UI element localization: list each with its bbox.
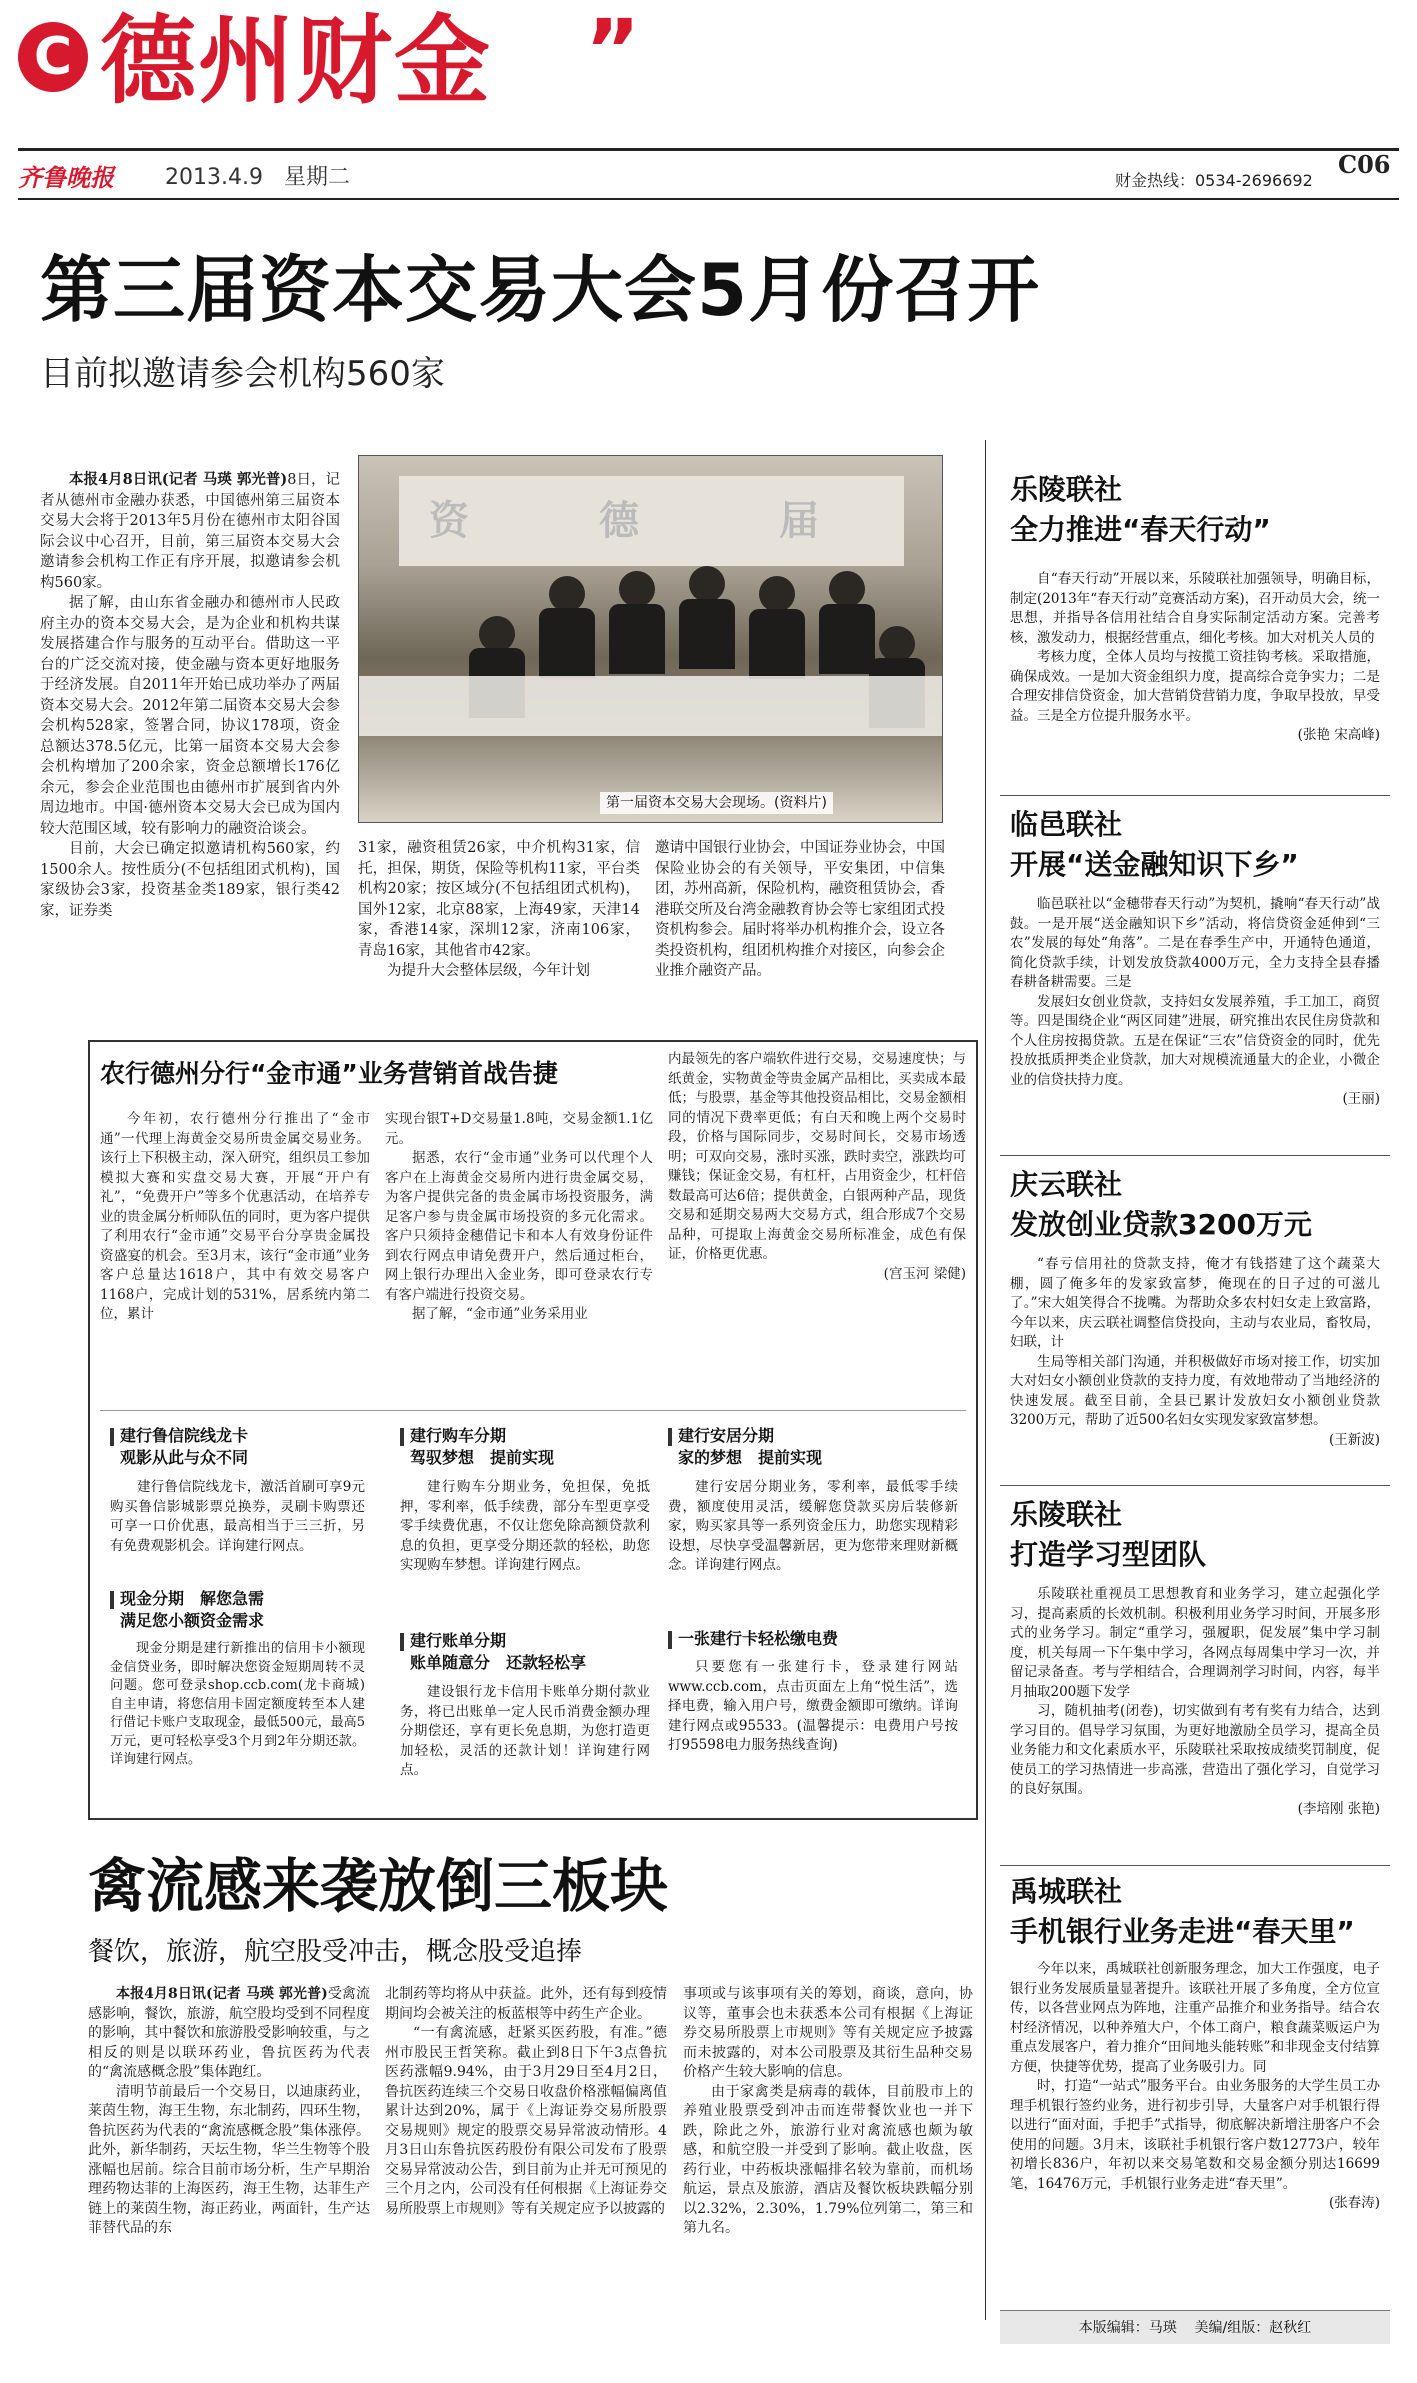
lead-para-2: 据了解，由山东省金融办和德州市人民政府主办的资本交易大会，是为企业和机构共谋发展搭建合作与服务的互动平台。借助这一平台的广泛交流对接，使金融与资本更好地服务于经济发展。自2011年开始已成功举办了两届资本交易大会。2012年第二届资本交易大会参会机构528家，签署合同，协议178项，资金总额达378.5亿元，比第一届资本交易大会参会机构增加了200余家，资金总额增长176亿余元，参会企业范围也由德州市扩展到省内外周边地市。中国·德州资本交易大会已成为国内较大范围区域，较有影响力的融资洽谈会。 (40, 595, 340, 837)
side-3-text: “春亏信用社的贷款支持，俺才有钱搭建了这个蔬菜大棚，圆了俺多年的发家致富梦，俺现在的日子过的可滋儿了。”宋大姐笑得合不拢嘴。为帮助众多农村妇女走上致富路，今年以来，庆云联社调整信贷投向，主动与农业局，畜牧局，妇联，计 生局等相关部门沟通，并积极做好市场对接工作，切实加大对妇女小额创业贷款的支持力度，有效地带动了当地经济的快速发展。截至目前，全县已累计发放妇女小额创业贷款3200万元，帮助了近500名妇女实现发家致富梦想。 (王新波) (1010, 1256, 1380, 1448)
section-title: 德州财金 (100, 5, 492, 117)
lead-para-6: 邀请中国银行业协会，中国证券业协会，中国保险业协会的有关领导，平安集团，中信集团，苏州高新，保险机构，融资租赁协会，香港联交所及台湾金融教育协会等七家组团式投资机构参会。届时将举办机构推介会，设立各类投资机构，组团机构推介对接区，向参会企业推介融资产品。 (655, 840, 945, 979)
side-3-head: 庆云联社 发放创业贷款3200万元 (1010, 1168, 1312, 1241)
box-para-4: 据了解，“金市通”业务采用业 (412, 1306, 588, 1322)
item-5-text: 建设银行龙卡信用卡账单分期付款业务，将已出账单一定人民币消费金额办理分期偿还，享有更长免息期，为您打造更加轻松，灵活的还款计划！详询建行网点。 (400, 1684, 650, 1778)
masthead-divider (18, 148, 1399, 151)
item-1-text: 建行鲁信院线龙卡，激活首刷可享9元购买鲁信影城影票兑换券，灵刷卡购票还可享一口价优惠，最高相当于三三折，另有免费观影机会。详询建行网点。 (110, 1479, 365, 1554)
item-1-head: 建行鲁信院线龙卡 观影从此与众不同 (110, 1425, 248, 1469)
box-headline: 农行德州分行“金市通”业务营销首战告捷 (100, 1059, 558, 1088)
box-divider (100, 1410, 966, 1411)
item-3-text: 建行安居分期业务，零利率，最低零手续费，额度使用灵活，缓解您贷款买房后装修新家，购买家具等一系列资金压力，助您实现精彩设想，尽快享受温馨新居，更为您带来理财新概念。详询建行网点。 (668, 1479, 958, 1573)
box-column-3 (668, 1050, 966, 1284)
second-column-3: 事项或与该事项有关的筹划，商谈，意向，协议等，董事会也未获悉本公司有根据《上海证券交易所股票上市规则》等有关规定应予披露而未披露的，对本公司股票及其衍生品种交易价格产生较大影响的信息。 由于家禽类是病毒的载体，目前股市上的养殖业股票受到冲击而连带餐饮业也一并下跌，除此之外，旅游行业对禽流感也颇为敏感，和航空股一并受到了影响。截止收盘，医药行业，中药板块涨幅排名较为靠前，而机场航运，景点及旅游，酒店及餐饮板块跌幅分别以2.32%，2.30%，1.79%位列第二，第三和第九名。 (683, 1986, 973, 2236)
lead-headline: 第三届资本交易大会5月份召开 (40, 248, 1041, 332)
second-column-2: 北制药等均将从中获益。此外，还有每到疫情期间均会被关注的板蓝根等中药生产企业。 “一有禽流感，赶紧买医药股，有准。”德州市股民王哲笑称。截止到8日下午3点鲁抗医药涨幅9.94%，由于3月29日至4月2日，鲁抗医药连续三个交易日收盘价格涨幅偏离值累计达到20%，属于《上海证券交易所股票交易规则》规定的股票交易异常波动情形。4月3日山东鲁抗医药股份有限公司发布了股票交易异常波动公告，到目前为止并无可预见的三个月之内，公司没有任何根据《上海证券交易所股票上市规则》等有关规定应予以披露的 (385, 1986, 667, 2217)
side-2-text: 临邑联社以“金穗带春天行动”为契机，撬响“春天行动”战鼓。一是开展“送金融知识下乡”活动，将信贷资金延伸到“三农”发展的每处“角落”。二是在春季生产中，开通特色通道，简化贷款手续，计划发放贷款4000万元，全力支持全县春播春耕备耕需要。三是 发展妇女创业贷款，支持妇女发展养殖，手工加工，商贸等。四是围绕企业“两区同建”进展，研究推出农民住房贷款和个人住房按揭贷款。五是在保证“三农”信贷资金的同时，优先投放抵质押类企业贷款，加大对规模流通量大的企业，小微企业的信贷扶持力度。 (王丽) (1010, 896, 1380, 1107)
photo-table (359, 676, 943, 736)
weekday-text: 星期二 (283, 165, 350, 190)
item-4-head: 现金分期 解您急需 满足您小额资金需求 (110, 1588, 264, 1632)
column-divider (985, 440, 986, 2320)
item-4-text: 现金分期是建行新推出的信用卡小额现金信贷业务，即时解决您资金短期周转不灵问题。您可登录shop.ccb.com(龙卡商城)自主申请，将您信用卡固定额度转至本人建行借记卡账户支取现金，最低500元，最高5万元，更可轻松享受3个月到2年分期还款。详询建行网点。 (110, 1641, 365, 1767)
lead-subhead: 目前拟邀请参会机构560家 (40, 354, 445, 394)
lead-column-3 (655, 838, 945, 982)
lead-para-1: 8日，记者从德州市金融办获悉，中国德州第三届资本交易大会将于2013年5月份在德州市太阳谷国际会议中心召开，目前，第三届资本交易大会邀请参会机构工作正有序开展，拟邀请参会机构560家。 (40, 472, 340, 591)
second-headline: 禽流感来袭放倒三板块 (88, 1852, 669, 1920)
box-para-1: 今年初，农行德州分行推出了“金市通”一代理上海黄金交易所贵金属交易业务。该行上下积极主动，深入研究，组织员工参加模拟大赛和实盘交易大赛，开展“开户有礼”，“免费开户”等多个优惠活动，在培养专业的贵金属分析师队伍的同时，更为客户提供了利用农行“金市通”交易平台分享贵金属投资盛宴的机会。至3月末，该行“金市通”业务客户总量达1618户，其中有效交易客户1168户，完成计划的531%，居系统内第二位，累计 (100, 1111, 370, 1322)
second-subhead: 餐饮，旅游，航空股受冲击，概念股受追捧 (88, 1937, 583, 1967)
item-6-head: 一张建行卡轻松缴电费 (668, 1628, 838, 1650)
footer-editor: 本版编辑：马瑛 (1078, 2320, 1177, 2336)
page-footer (1000, 2310, 1390, 2344)
side-divider-3 (1000, 1485, 1390, 1486)
side-2-head: 临邑联社 开展“送金融知识下乡” (1010, 808, 1299, 881)
item-6-text: 只要您有一张建行卡，登录建行网站www.ccb.com，点击页面左上角“悦生活”，选择电费，输入用户号，缴费金额即可缴纳。详询建行网点或95533。(温馨提示：电费用户号按打95598电力服务热线查询) (668, 1659, 958, 1753)
lead-para-3: 目前，大会已确定拟邀请机构560家，约1500余人。按性质分(不包括组团式机构)，国家级协会3家，投资基金类189家，银行类42家，证券类 (40, 841, 340, 919)
photo-banner: 资 德 届 (399, 476, 904, 566)
quote-mark: ” (585, 1, 641, 99)
side-1-text: 自“春天行动”开展以来，乐陵联社加强领导，明确目标，制定(2013年“春天行动”竞赛活动方案)，召开动员大会，统一思想，并指导各信用社结合自身实际制定活动方案。完善考核，激发动力，根据经营重点，细化考核。加大对机关人员的 考核力度，全体人员均与按揽工资挂钩考核。采取措施，确保成效。一是加大资金组织力度，提高综合竞争实力；二是合理安排信贷资金，加大营销贷营销力度，争取早投放，早受益。三是全方位提升服务水平。 (张艳 宋高峰) (1010, 571, 1380, 743)
item-2-text: 建行购车分期业务，免担保，免抵押，零利率，低手续费，部分车型更享受零手续费优惠，不仅让您免除高额贷款利息的负担，更享受分期还款的轻松，助您实现购车梦想。详询建行网点。 (400, 1479, 650, 1573)
lead-column-1 (40, 470, 340, 921)
newspaper-brand: 齐鲁晚报 (18, 163, 114, 192)
side-divider-2 (1000, 1155, 1390, 1156)
box-credit: (宫玉河 梁健) (883, 1265, 966, 1282)
box-para-2: 实现台银T+D交易量1.8吨，交易金额1.1亿元。 (385, 1111, 653, 1147)
side-4-head: 乐陵联社 打造学习型团队 (1010, 1498, 1207, 1571)
masthead (0, 0, 1417, 150)
date-text: 2013.4.9 (165, 165, 263, 190)
box-column-2 (385, 1110, 653, 1325)
footer-design: 美编/组版：赵秋红 (1194, 2320, 1312, 2336)
issue-date (165, 163, 350, 193)
logo-icon: C (18, 22, 88, 92)
hotline: 财金热线：0534-2696692 (1115, 171, 1313, 190)
box-para-3: 据悉，农行“金市通”业务可以代理个人客户在上海黄金交易所内进行贵金属交易，为客户提供完备的贵金属市场投资服务，满足客户参与贵金属市场投资的多元化需求。客户只须持金穗借记卡和本人有效身份证件到农行网点申请免费开户，然后通过柜台，网上银行办理出入金业务，即可登录农行专有客户端进行投资交易。 (385, 1150, 653, 1303)
conference-photo (358, 455, 943, 823)
side-divider-1 (1000, 795, 1390, 796)
item-2-head: 建行购车分期 驾驭梦想 提前实现 (400, 1425, 554, 1469)
side-divider-4 (1000, 1865, 1390, 1866)
lead-para-4: 31家，融资租赁26家，中介机构31家，信托，担保，期货，保险等机构11家，平台类机构20家；按区域分(不包括组团式机构)，国外12家，北京88家，上海49家，天津14家，香港14家，深圳12家，济南106家，青岛16家，其他省市42家。 (358, 840, 640, 959)
lead-byline: 本报4月8日讯(记者 马瑛 郭光普) (69, 471, 288, 488)
lead-column-2 (358, 838, 640, 982)
box-para-5: 内最领先的客户端软件进行交易，交易速度快；与纸黄金，实物黄金等贵金属产品相比，买卖成本最低；与股票，基金等其他投资品相比，交易金额相同的情况下费率更低；有白天和晚上两个交易时段，价格与国际同步，交易时间长，交易市场透明；可双向交易，涨时买涨，跌时卖空，涨跌均可赚钱；保证金交易，有杠杆，占用资金少，杠杆倍数最高可达6倍；提供黄金，白银两种产品，现货交易和延期交易两大交易方式，组合形成7个交易品种，可提取上海黄金交易所标准金，成色有保证，价格更优惠。 (668, 1051, 966, 1262)
side-5-text: 今年以来，禹城联社创新服务理念，加大工作强度，电子银行业务发展质量显著提升。该联社开展了多角度，全方位宣传，以各营业网点为阵地，注重产品推介和业务指导。结合农村经济情况，以种养殖大户，个体工商户，粮食蔬菜贩运户为重点发展客户，着力推介“田间地头能转账”和非现金支付结算方便，快捷等优势，提高了业务吸引力。同 时，打造“一站式”服务平台。由业务服务的大学生员工办理手机银行签约业务，进行初步引导，大量客户对手机银行得以进行“面对面，手把手”式指导，彻底解决新增注册客户不会使用的问题。3月末，该联社手机银行客户数12773户，较年初增长836户，年初以来交易笔数和交易金额分别达16699笔，16476万元，手机银行业务走进“春天里”。 (张春涛) (1010, 1961, 1380, 2211)
photo-caption: 第一届资本交易大会现场。(资料片) (600, 792, 833, 814)
box-column-1 (100, 1110, 370, 1325)
item-3-head: 建行安居分期 家的梦想 提前实现 (668, 1425, 822, 1469)
side-4-text: 乐陵联社重视员工思想教育和业务学习，建立起强化学习，提高素质的长效机制。积极利用业务学习时间，开展多形式的业务学习。制定“重学习，强履职，促发展”集中学习制度，机关每周一下午集中学习，各网点每周集中学习一次，并留记录备查。考与学相结合，合理调剂学习时间，内容，每半月抽取200题下发学 习，随机抽考(闭卷)，切实做到有考有奖有力结合，达到学习目的。倡导学习氛围，为更好地激励全员学习，提高全员业务能力和文化素质水平，乐陵联社采取按成绩奖罚制度，促使员工的学习热情进一步高涨，营造出了强化学习，自觉学习的良好氛围。 (李培刚 张艳) (1010, 1586, 1380, 1817)
side-5-head: 禹城联社 手机银行业务走进“春天里” (1010, 1875, 1355, 1948)
lead-para-5: 为提升大会整体层级，今年计划 (387, 963, 590, 979)
second-column-1: 本报4月8日讯(记者 马瑛 郭光普)受禽流感影响，餐饮，旅游，航空股均受到不同程度的影响，其中餐饮和旅游股受影响较重，与之相反的则是以联环药业，鲁抗医药为代表的“禽流感概念股”集体跑红。 清明节前最后一个交易日，以迪康药业，莱茵生物，海王生物，东北制药，四环生物，鲁抗医药为代表的“禽流感概念股”集体涨停。此外，新华制药，天坛生物，华兰生物等个股涨幅也居前。综合目前市场分析，生产早期治理药物达菲的上海医药，海王生物，达菲生产链上的莱茵生物，海正药业，两面针，生产达菲替代品的东 (88, 1986, 371, 2236)
item-5-head: 建行账单分期 账单随意分 还款轻松享 (400, 1630, 586, 1674)
header-rule (18, 198, 1399, 200)
side-1-head: 乐陵联社 全力推进“春天行动” (1010, 473, 1271, 546)
page-number: C06 (1338, 150, 1391, 179)
